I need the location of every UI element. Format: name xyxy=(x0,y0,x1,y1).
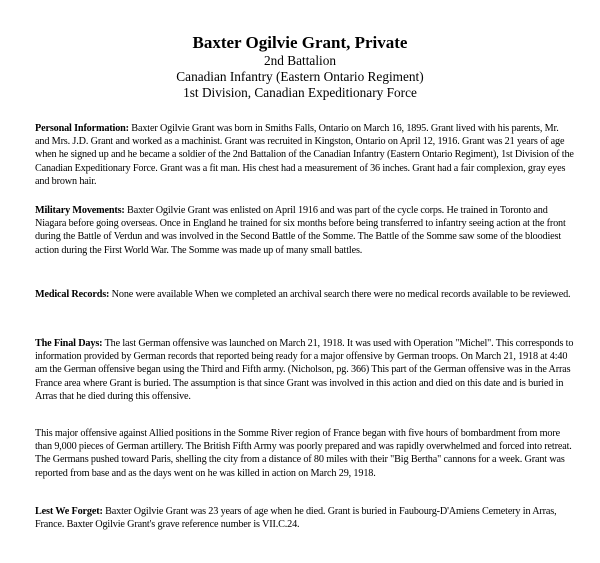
section-medical-records xyxy=(35,288,575,301)
section-lest-we-forget xyxy=(35,505,575,531)
section-label: Military Movements: xyxy=(35,205,125,216)
soldier-title: Baxter Ogilvie Grant, Private xyxy=(192,33,408,52)
regiment-line: Canadian Infantry (Eastern Ontario Regiment) xyxy=(176,69,424,84)
section-text: Baxter Ogilvie Grant was 23 years of age when he died. Grant is buried in Faubourg-D'Amiens Cemetery in Arras, France. Baxter Ogilvie Grant's grave reference number is VII.C.24. xyxy=(35,506,557,531)
section-text: Baxter Ogilvie Grant was enlisted on April 1916 and was part of the cycle corps. He trained in Toronto and Niagara before going overseas. Once in England he trained for six months before being transferred to infantry seeing action at the front during the Battle of Verdun and was involved in the Second Battle of the Somme. The Battle of the Somme saw some of the bloodiest action during the First World War. The Somme was made up of many small battles. xyxy=(35,205,566,256)
document-header xyxy=(0,33,600,101)
section-label: Medical Records: xyxy=(35,289,110,300)
section-label: Lest We Forget: xyxy=(35,506,103,517)
section-text: Baxter Ogilvie Grant was born in Smiths Falls, Ontario on March 16, 1895. Grant lived with his parents, Mr. and Mrs. J.D. Grant and worked as a machinist. Grant was recruited in Kingston, Ontario on April 12, 1916. Grant was 21 years of age when he signed up and he became a soldier of the 2nd Battalion of the Canadian Infantry (Eastern Ontario Regiment), 1st Division of the Canadian Expeditionary Force. Grant was a fit man. His chest had a measurement of 36 inches. Grant had a fair complexion, gray eyes and brown hair. xyxy=(35,123,574,187)
section-text: None were available When we completed an archival search there were no medical records available to be reviewed. xyxy=(109,289,571,300)
section-label: The Final Days: xyxy=(35,338,103,349)
section-personal-information xyxy=(35,122,575,188)
section-label: Personal Information: xyxy=(35,123,129,134)
section-final-days xyxy=(35,337,575,403)
section-military-movements xyxy=(35,204,575,257)
section-text: This major offensive against Allied positions in the Somme River region of France began with five hours of bombardment from more than 9,000 pieces of German artillery. The British Fifth Army was poorly prepared and was rapidly overwhelmed and forced into retreat. The Germans pushed toward Paris, shelling the city from a distance of 80 miles with their "Big Bertha" cannons for a week. Grant was reported from base and as the days went on he was killed in action on March 29, 1918. xyxy=(35,428,572,479)
division-line: 1st Division, Canadian Expeditionary Force xyxy=(183,85,417,100)
section-final-days-continued xyxy=(35,427,575,480)
battalion-line: 2nd Battalion xyxy=(263,53,337,68)
section-text: The last German offensive was launched on March 21, 1918. It was used with Operation "Michel". This corresponds to information provided by German records that reported being ready for a major offensive by German troops. On March 21, 1918 at 4:40 am the German offensive began using the Third and Fifth army. (Nicholson, pg. 366) This part of the German offensive was in the Arras France area where Grant is buried. The assumption is that since Grant was involved in this action and died on this date and is buried in Arras that he died during this offensive. xyxy=(35,338,574,402)
